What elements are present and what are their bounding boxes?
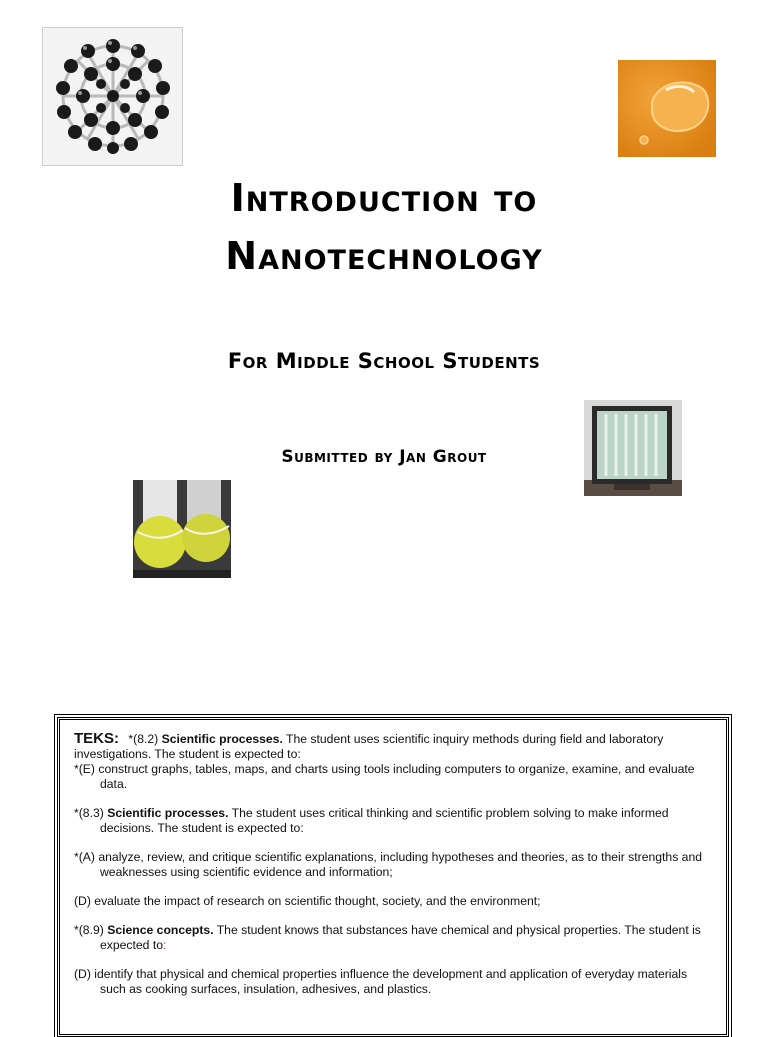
droplet-image [618, 60, 716, 157]
standard-text: The student knows that substances have chemical and physical properties. The student is expected to [100, 923, 701, 952]
teks-paragraph-1 [74, 731, 712, 762]
standard-heading: Scientific processes. [161, 732, 283, 746]
teks-paragraph-2: *(E) construct graphs, tables, maps, and charts using tools including computers to organize, examine, and evaluate data. [74, 762, 695, 791]
tennis-balls-icon [133, 480, 231, 578]
buckyball-image [42, 27, 183, 166]
title-line-2: Nanotechnology [225, 234, 543, 278]
author-line: Submitted by Jan Grout [281, 447, 487, 467]
teks-paragraph-7: (D) identify that physical and chemical properties influence the development and application of everyday materials such as cooking surfaces, insulation, adhesives, and plastics. [74, 967, 688, 996]
title-line-1: Introduction to [230, 176, 538, 220]
teks-paragraph-6 [74, 923, 712, 953]
standard-number: *(8.3) [74, 806, 104, 820]
teks-paragraph-4: *(A) analyze, review, and critique scientific explanations, including hypotheses and theories, as to their strengths and weaknesses using scientific evidence and information; [74, 850, 703, 879]
teks-paragraph-3 [74, 806, 712, 836]
standard-text: The student uses critical thinking and scientific problem solving to make informed decisions. The student is expected to: [100, 806, 669, 835]
teks-standards-box [57, 717, 729, 1037]
standard-text: The student uses scientific inquiry methods during field and laboratory investigations. The student is expected to: [74, 732, 664, 761]
colon-mark: : [163, 938, 167, 952]
teks-label: TEKS: [74, 730, 119, 747]
standard-heading: Science concepts. [107, 923, 214, 937]
standard-number: *(8.2) [128, 732, 159, 746]
standard-heading: Scientific processes. [107, 806, 229, 820]
standard-number: *(8.9) [74, 923, 104, 937]
subtitle: For Middle School Students [227, 349, 541, 373]
teks-paragraph-5: (D) evaluate the impact of research on scientific thought, society, and the environment; [74, 894, 541, 908]
buckyball-icon [43, 28, 182, 165]
water-droplet-icon [618, 60, 716, 157]
tennis-balls-image [133, 480, 231, 578]
